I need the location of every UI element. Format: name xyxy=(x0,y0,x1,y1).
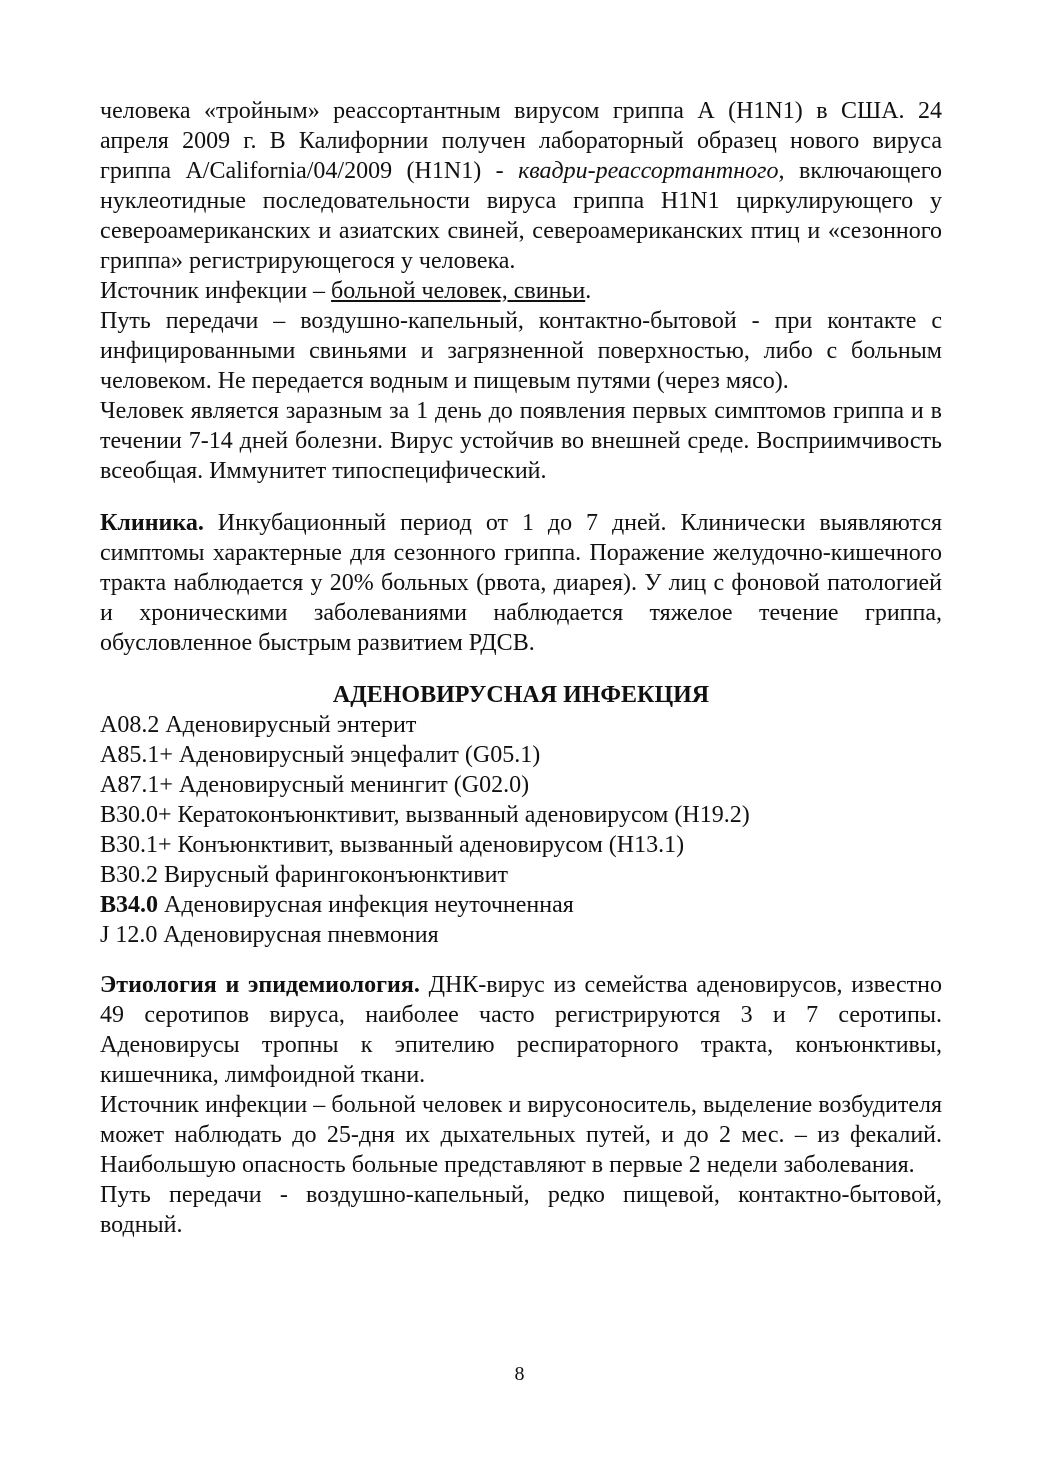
icd-code-bold: B34.0 xyxy=(100,892,159,918)
icd-code: B30.2 xyxy=(100,862,159,888)
icd-code: J 12.0 xyxy=(100,922,158,948)
icd-description: Аденовирусная пневмония xyxy=(157,922,439,948)
etiology-label: Этиология и эпидемиология. xyxy=(100,972,420,998)
icd-description: Аденовирусный энтерит xyxy=(159,712,417,738)
icd-code-item xyxy=(100,830,942,860)
etiology-text: ДНК-вирус из семейства аденовирусов, известно 49 серотипов вируса, наиболее часто регистрируются 3 и 7 серотипы. Аденовирусы тропны к эпителию респираторного тракта, конъюнктивы, кишечника, лимфоидной ткани. xyxy=(100,972,942,1088)
icd-code-item xyxy=(100,740,942,770)
spacer xyxy=(100,658,942,680)
icd-code-item xyxy=(100,800,942,830)
icd-description: Аденовирусный энцефалит (G05.1) xyxy=(172,742,541,768)
spacer xyxy=(100,950,942,970)
source-underlined: больной человек, свиньи xyxy=(331,278,586,304)
icd-description: Конъюнктивит, вызванный аденовирусом (H13.1) xyxy=(171,832,685,858)
icd-description: Аденовирусная инфекция неуточненная xyxy=(158,892,574,918)
paragraph-adeno-transmission: Путь передачи - воздушно-капельный, редко пищевой, контактно-бытовой, водный. xyxy=(100,1182,942,1238)
paragraph-virus-history xyxy=(100,96,942,276)
icd-code: A87.1+ xyxy=(100,772,173,798)
source-suffix: . xyxy=(585,278,592,304)
clinic-label: Клиника. xyxy=(100,510,204,536)
page-number: 8 xyxy=(514,1363,525,1385)
italic-term: квадри-реассортантного, xyxy=(518,158,785,184)
icd-description: Аденовирусный менингит (G02.0) xyxy=(172,772,530,798)
paragraph-clinic xyxy=(100,508,942,658)
icd-code: B30.0+ xyxy=(100,802,172,828)
paragraph-adeno-source: Источник инфекции – больной человек и вирусоноситель, выделение возбудителя может наблюдать до 25-дня их дыхательных путей, и до 2 мес. – из фекалий. Наибольшую опасность больные представляют в первые 2 недели заболевания. xyxy=(100,1092,942,1178)
document-page xyxy=(100,96,942,1240)
paragraph-transmission: Путь передачи – воздушно-капельный, контактно-бытовой - при контакте с инфицированными свиньями и загрязненной поверхностью, либо с больным человеком. Не передается водным и пищевым путями (через мясо). xyxy=(100,308,942,394)
icd-code-item xyxy=(100,860,942,890)
clinic-text: Инкубационный период от 1 до 7 дней. Клинически выявляются симптомы характерные для сезонного гриппа. Поражение желудочно-кишечного тракта наблюдается у 20% больных (рвота, диарея). У лиц с фоновой патологией и хроническими заболеваниями наблюдается тяжелое течение гриппа, обусловленное быстрым развитием РДСВ. xyxy=(100,510,942,656)
icd-code: A85.1+ xyxy=(100,742,173,768)
paragraph-infection-source xyxy=(100,276,942,306)
icd-description: Кератоконъюнктивит, вызванный аденовирусом (H19.2) xyxy=(171,802,750,828)
icd-code-item xyxy=(100,710,942,740)
source-prefix: Источник инфекции – xyxy=(100,278,332,304)
icd-code: B30.1+ xyxy=(100,832,172,858)
spacer xyxy=(100,486,942,508)
paragraph-contagious: Человек является заразным за 1 день до появления первых симптомов гриппа и в течении 7-14 дней болезни. Вирус устойчив во внешней среде. Восприимчивость всеобщая. Иммунитет типоспецифический. xyxy=(100,398,942,484)
paragraph-text: включающего нуклеотидные последовательности вируса гриппа H1N1 циркулирующего у североамериканских и азиатских свиней, североамериканских птиц и «сезонного гриппа» регистрирующегося у человека. xyxy=(100,158,942,274)
icd-code-list xyxy=(100,710,942,950)
icd-code-item xyxy=(100,920,942,950)
icd-description: Вирусный фарингоконъюнктивит xyxy=(158,862,508,888)
paragraph-etiology xyxy=(100,970,942,1090)
icd-code: A08.2 xyxy=(100,712,160,738)
icd-code-item xyxy=(100,890,942,920)
icd-code-item xyxy=(100,770,942,800)
paragraph-text: человека «тройным» реассортантным вирусом гриппа А (H1N1) в США. 24 апреля 2009 г. В Калифорнии получен лабораторный образец нового вируса гриппа A/California/04/2009 (H1N1) - xyxy=(100,98,942,184)
section-heading: АДЕНОВИРУСНАЯ ИНФЕКЦИЯ xyxy=(332,682,710,708)
